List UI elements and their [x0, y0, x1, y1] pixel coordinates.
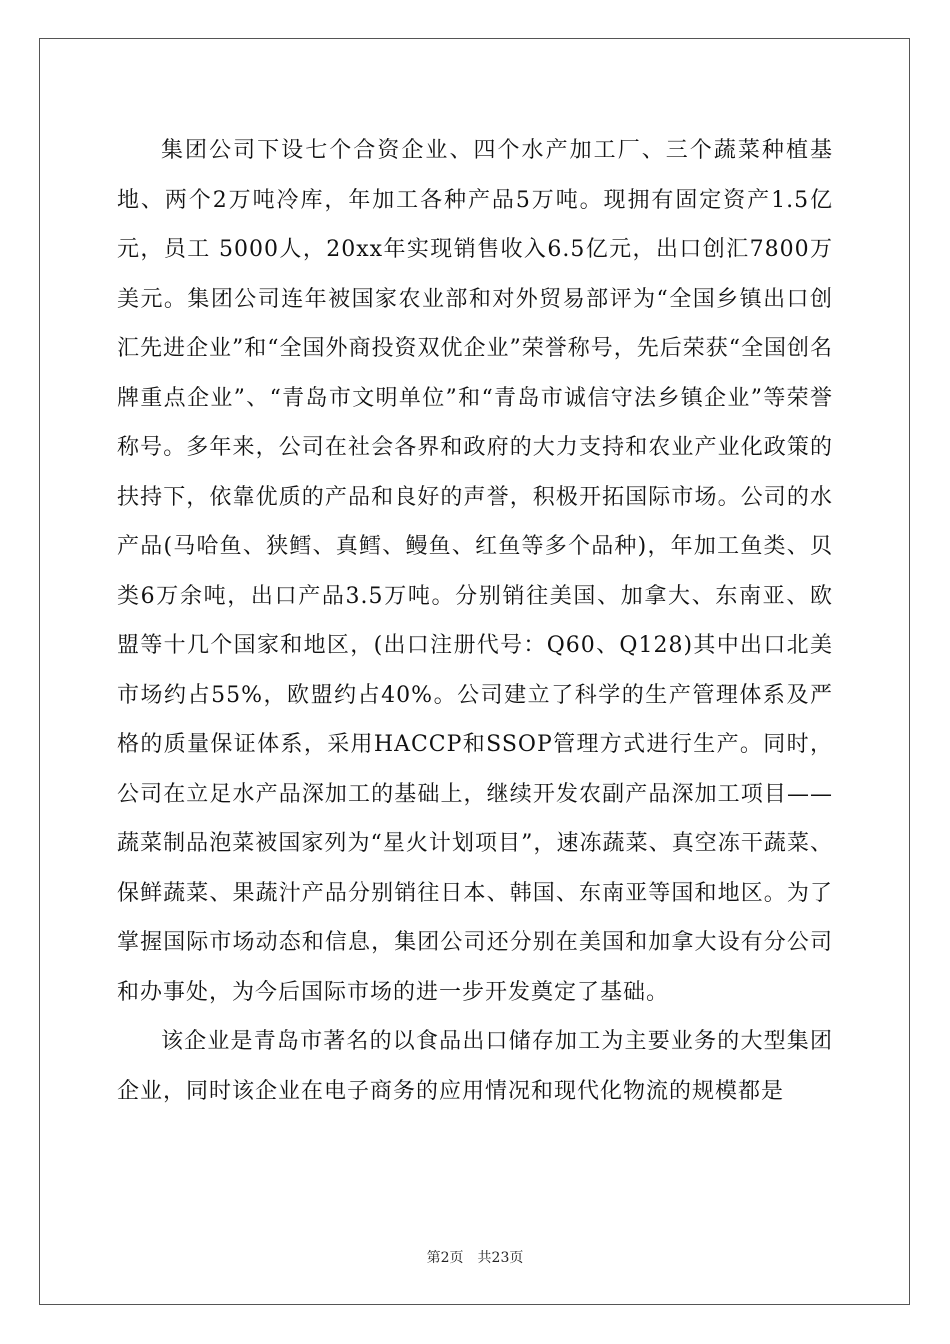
paragraph-enterprise-description: 该企业是青岛市著名的以食品出口储存加工为主要业务的大型集团企业，同时该企业在电子商务的应用情况和现代化物流的规模都是 — [117, 1029, 833, 1104]
page-number: 第2页 — [426, 1250, 464, 1266]
document-body — [117, 126, 833, 1116]
paragraph-company-overview: 集团公司下设七个合资企业、四个水产加工厂、三个蔬菜种植基地、两个2万吨冷库，年加工各种产品5万吨。现拥有固定资产1.5亿元，员工 5000人，20xx年实现销售收入6.5亿元，出口创汇7800万美元。集团公司连年被国家农业部和对外贸易部评为“全国乡镇出口创汇先进企业”和“全国外商投资双优企业”荣誉称号，先后荣获“全国创名牌重点企业”、“青岛市文明单位”和“青岛市诚信守法乡镇企业”等荣誉称号。多年来，公司在社会各界和政府的大力支持和农业产业化政策的扶持下，依靠优质的产品和良好的声誉，积极开拓国际市场。公司的水产品(马哈鱼、狭鳕、真鳕、鳗鱼、红鱼等多个品种)，年加工鱼类、贝类6万余吨，出口产品3.5万吨。分别销往美国、加拿大、东南亚、欧盟等十几个国家和地区，(出口注册代号：Q60、Q128)其中出口北美市场约占55%，欧盟约占40%。公司建立了科学的生产管理体系及严格的质量保证体系，采用HACCP和SSOP管理方式进行生产。同时，公司在立足水产品深加工的基础上，继续开发农副产品深加工项目——蔬菜制品泡菜被国家列为“星火计划项目”，速冻蔬菜、真空冻干蔬菜、保鲜蔬菜、果蔬汁产品分别销往日本、韩国、东南亚等国和地区。为了掌握国际市场动态和信息，集团公司还分别在美国和加拿大设有分公司和办事处，为今后国际市场的进一步开发奠定了基础。 — [117, 138, 833, 1005]
page-total: 共23页 — [477, 1250, 524, 1266]
page-footer — [0, 1247, 950, 1267]
